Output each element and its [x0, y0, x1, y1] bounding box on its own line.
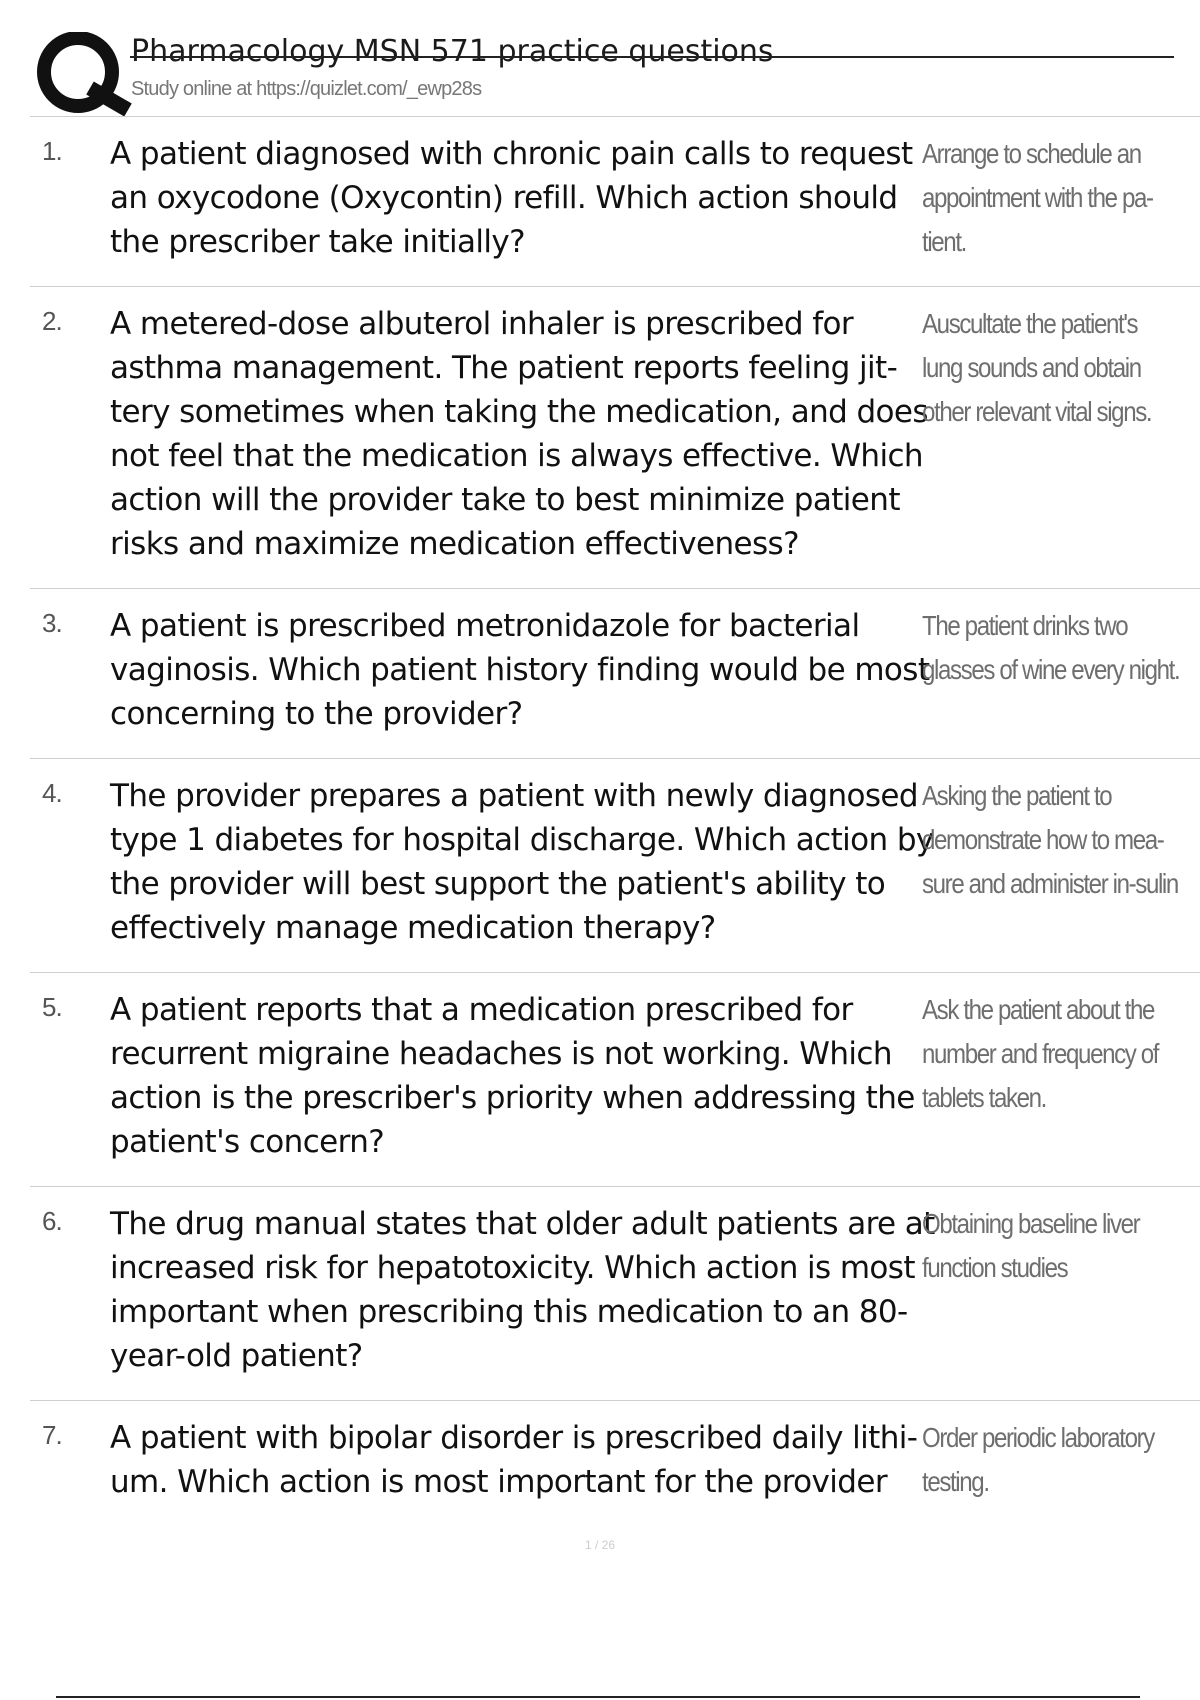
question-number: 3. — [42, 608, 62, 638]
answer-text: Ask the patient about the number and frequency of tablets taken. — [922, 994, 1159, 1113]
answer-text: Order periodic laboratory testing. — [922, 1422, 1154, 1497]
question-text: The drug manual states that older adult patients are at increased risk for hepatotoxicity. Which action is most important when prescribing this medication to an 80-year-old patient? — [110, 1206, 935, 1374]
page-number: 1 / 26 — [584, 1538, 616, 1552]
document-header — [30, 28, 1140, 118]
question-number: 7. — [42, 1420, 62, 1450]
question-number: 2. — [42, 306, 62, 336]
quizlet-logo-icon — [32, 32, 140, 116]
question-row — [30, 759, 1200, 973]
study-online-link[interactable]: Study online at https://quizlet.com/_ewp28s — [131, 78, 482, 100]
question-text: A patient with bipolar disorder is prescribed daily lithi-um. Which action is most important for the provider — [110, 1420, 918, 1500]
question-row — [30, 117, 1200, 287]
question-row — [30, 1187, 1200, 1401]
question-row — [30, 973, 1200, 1187]
question-list — [30, 117, 1200, 1526]
answer-text: Asking the patient to demonstrate how to mea-sure and administer in-sulin — [922, 780, 1178, 899]
question-text: A patient diagnosed with chronic pain calls to request an oxycodone (Oxycontin) refill. Which action should the prescriber take initially? — [110, 136, 913, 260]
title-strike-line — [130, 56, 1174, 58]
question-number: 4. — [42, 778, 62, 808]
question-row — [30, 1401, 1200, 1526]
question-text: A metered-dose albuterol inhaler is prescribed for asthma management. The patient reports feeling jit-tery sometimes when taking the medication, and does not feel that the medication is always effective. Which action will the provider take to best minimize patient risks and maximize medication effectiveness? — [110, 306, 928, 562]
question-text: The provider prepares a patient with newly diagnosed type 1 diabetes for hospital discharge. Which action by the provider will best support the patient's ability to effectively manage medication therapy? — [110, 778, 934, 946]
question-text: A patient reports that a medication prescribed for recurrent migraine headaches is not working. Which action is the prescriber's priority when addressing the patient's concern? — [110, 992, 915, 1160]
question-row — [30, 589, 1200, 759]
question-row — [30, 287, 1200, 589]
question-text: A patient is prescribed metronidazole for bacterial vaginosis. Which patient history finding would be most concerning to the provider? — [110, 608, 930, 732]
footer-divider — [56, 1696, 1140, 1698]
answer-text: Arrange to schedule an appointment with the pa-tient. — [922, 138, 1153, 257]
question-number: 1. — [42, 136, 62, 166]
question-number: 6. — [42, 1206, 62, 1236]
answer-text: Auscultate the patient's lung sounds and obtain other relevant vital signs. — [922, 308, 1152, 427]
answer-text: The patient drinks two glasses of wine every night. — [922, 610, 1180, 685]
document-title: Pharmacology MSN 571 practice questions — [131, 34, 774, 69]
question-number: 5. — [42, 992, 62, 1022]
answer-text: Obtaining baseline liver function studies — [922, 1208, 1140, 1283]
